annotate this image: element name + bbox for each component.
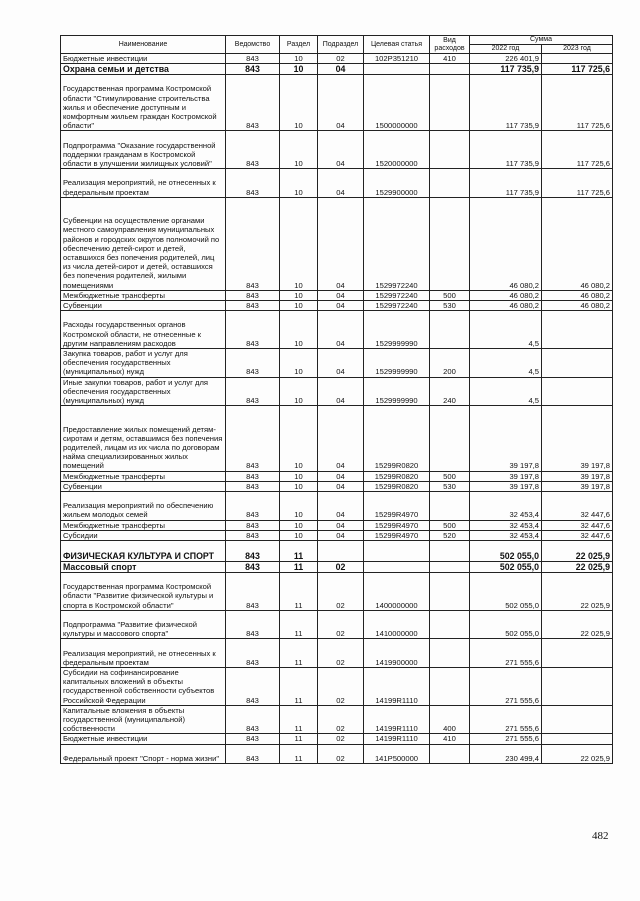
cell-sum-2022: 46 080,2 xyxy=(470,290,542,300)
cell-sum-2023: 22 025,9 xyxy=(542,562,613,573)
cell-podrazdel: 04 xyxy=(318,481,364,491)
cell-sum-2022: 117 735,9 xyxy=(470,131,542,169)
cell-sum-2022: 117 735,9 xyxy=(470,169,542,198)
cell-name: Субсидии на софинансирование капитальных вложений в объекты государственной собственности субъектов Российской Федерации xyxy=(61,667,226,705)
cell-podrazdel: 02 xyxy=(318,639,364,668)
cell-sum-2022: 46 080,2 xyxy=(470,300,542,310)
cell-razdel: 10 xyxy=(280,54,318,64)
cell-vedomstvo: 843 xyxy=(226,667,280,705)
cell-vedomstvo: 843 xyxy=(226,573,280,611)
cell-sum-2023: 32 447,6 xyxy=(542,530,613,540)
cell-tselevaya-statya: 1529999990 xyxy=(364,311,430,349)
cell-tselevaya-statya xyxy=(364,64,430,75)
cell-name: Субвенции на осуществление органами местного самоуправления муниципальных районов и городских округов полномочий по обеспечению детей-сирот и детей, оставшихся без попечения родителей, лиц из числа детей-сирот и детей, оставшихся без попечения родителей, жилыми помещениями xyxy=(61,197,226,290)
cell-podrazdel: 04 xyxy=(318,471,364,481)
cell-podrazdel: 04 xyxy=(318,197,364,290)
cell-razdel: 11 xyxy=(280,610,318,639)
cell-podrazdel: 02 xyxy=(318,705,364,734)
table-row xyxy=(61,300,613,310)
cell-vid-raskhodov: 200 xyxy=(430,348,470,377)
table-row xyxy=(61,54,613,64)
cell-podrazdel: 04 xyxy=(318,300,364,310)
table-row xyxy=(61,744,613,763)
cell-podrazdel: 04 xyxy=(318,406,364,471)
cell-tselevaya-statya: 14199R1110 xyxy=(364,667,430,705)
table-row xyxy=(61,311,613,349)
cell-razdel: 10 xyxy=(280,311,318,349)
cell-sum-2023: 46 080,2 xyxy=(542,300,613,310)
cell-name: Субсидии xyxy=(61,530,226,540)
cell-razdel: 10 xyxy=(280,131,318,169)
header-year-2023: 2023 год xyxy=(542,45,613,54)
cell-sum-2023: 117 725,6 xyxy=(542,169,613,198)
cell-vid-raskhodov: 400 xyxy=(430,705,470,734)
cell-sum-2022: 4,5 xyxy=(470,377,542,406)
cell-podrazdel: 04 xyxy=(318,520,364,530)
cell-vid-raskhodov xyxy=(430,610,470,639)
cell-name: Капитальные вложения в объекты государственной (муниципальной) собственности xyxy=(61,705,226,734)
cell-vid-raskhodov: 500 xyxy=(430,290,470,300)
cell-sum-2022: 226 401,9 xyxy=(470,54,542,64)
cell-vedomstvo: 843 xyxy=(226,481,280,491)
cell-tselevaya-statya: 14199R1110 xyxy=(364,705,430,734)
cell-razdel: 10 xyxy=(280,481,318,491)
table-row xyxy=(61,348,613,377)
table-row xyxy=(61,197,613,290)
header-podrazdel: Подраздел xyxy=(318,36,364,54)
cell-tselevaya-statya: 15299R0820 xyxy=(364,471,430,481)
cell-vid-raskhodov xyxy=(430,406,470,471)
table-row xyxy=(61,520,613,530)
header-tselevaya-statya: Целевая статья xyxy=(364,36,430,54)
cell-vedomstvo: 843 xyxy=(226,131,280,169)
cell-razdel: 10 xyxy=(280,406,318,471)
cell-vid-raskhodov xyxy=(430,64,470,75)
cell-sum-2023: 22 025,9 xyxy=(542,610,613,639)
cell-vid-raskhodov xyxy=(430,562,470,573)
cell-vedomstvo: 843 xyxy=(226,64,280,75)
cell-sum-2022: 230 499,4 xyxy=(470,744,542,763)
cell-sum-2022: 502 055,0 xyxy=(470,541,542,562)
cell-vid-raskhodov xyxy=(430,744,470,763)
cell-vedomstvo: 843 xyxy=(226,639,280,668)
cell-tselevaya-statya: 15299R4970 xyxy=(364,530,430,540)
cell-sum-2023: 117 725,6 xyxy=(542,131,613,169)
cell-vid-raskhodov xyxy=(430,573,470,611)
cell-podrazdel: 02 xyxy=(318,667,364,705)
cell-razdel: 11 xyxy=(280,639,318,668)
cell-vedomstvo: 843 xyxy=(226,705,280,734)
cell-sum-2023 xyxy=(542,667,613,705)
cell-tselevaya-statya: 141P500000 xyxy=(364,744,430,763)
header-summa: Сумма xyxy=(470,36,613,45)
cell-name: Государственная программа Костромской области "Развитие физической культуры и спорта в Костромской области" xyxy=(61,573,226,611)
cell-vid-raskhodov: 240 xyxy=(430,377,470,406)
cell-name: Бюджетные инвестиции xyxy=(61,54,226,64)
cell-sum-2023 xyxy=(542,705,613,734)
cell-vedomstvo: 843 xyxy=(226,406,280,471)
cell-sum-2023: 22 025,9 xyxy=(542,541,613,562)
cell-tselevaya-statya: 1500000000 xyxy=(364,75,430,131)
cell-sum-2023: 39 197,8 xyxy=(542,471,613,481)
table-row xyxy=(61,530,613,540)
cell-vid-raskhodov xyxy=(430,667,470,705)
header-razdel: Раздел xyxy=(280,36,318,54)
header-vedomstvo: Ведомство xyxy=(226,36,280,54)
cell-sum-2023 xyxy=(542,348,613,377)
cell-name: Межбюджетные трансферты xyxy=(61,520,226,530)
cell-podrazdel: 04 xyxy=(318,377,364,406)
cell-vid-raskhodov xyxy=(430,131,470,169)
cell-name: Межбюджетные трансферты xyxy=(61,290,226,300)
cell-tselevaya-statya: 1529999990 xyxy=(364,377,430,406)
cell-razdel: 11 xyxy=(280,667,318,705)
cell-sum-2022: 32 453,4 xyxy=(470,520,542,530)
cell-vedomstvo: 843 xyxy=(226,530,280,540)
cell-vid-raskhodov xyxy=(430,541,470,562)
cell-sum-2022: 117 735,9 xyxy=(470,75,542,131)
cell-razdel: 10 xyxy=(280,520,318,530)
cell-sum-2023: 117 725,6 xyxy=(542,64,613,75)
cell-sum-2023: 32 447,6 xyxy=(542,492,613,521)
cell-vedomstvo: 843 xyxy=(226,610,280,639)
cell-tselevaya-statya: 1410000000 xyxy=(364,610,430,639)
cell-vid-raskhodov: 500 xyxy=(430,520,470,530)
cell-tselevaya-statya: 1529900000 xyxy=(364,169,430,198)
table-body xyxy=(61,54,613,764)
cell-tselevaya-statya: 15299R4970 xyxy=(364,492,430,521)
cell-vid-raskhodov: 410 xyxy=(430,734,470,744)
cell-vid-raskhodov: 410 xyxy=(430,54,470,64)
header-vid-raskhodov: Вид расходов xyxy=(430,36,470,54)
cell-sum-2022: 32 453,4 xyxy=(470,492,542,521)
cell-vedomstvo: 843 xyxy=(226,734,280,744)
cell-tselevaya-statya: 14199R1110 xyxy=(364,734,430,744)
cell-sum-2022: 4,5 xyxy=(470,348,542,377)
cell-tselevaya-statya: 1529999990 xyxy=(364,348,430,377)
header-name: Наименование xyxy=(61,36,226,54)
cell-name: Реализация мероприятий по обеспечению жильем молодых семей xyxy=(61,492,226,521)
cell-tselevaya-statya: 1529972240 xyxy=(364,197,430,290)
table-row xyxy=(61,406,613,471)
table-row xyxy=(61,492,613,521)
cell-sum-2023 xyxy=(542,377,613,406)
cell-sum-2023: 46 080,2 xyxy=(542,197,613,290)
table-row xyxy=(61,639,613,668)
cell-name: Расходы государственных органов Костромской области, не отнесенные к другим направлениям расходов xyxy=(61,311,226,349)
cell-sum-2022: 39 197,8 xyxy=(470,471,542,481)
cell-name: Предоставление жилых помещений детям-сиротам и детям, оставшимся без попечения родителей, лицам из их числа по договорам найма специализированных жилых помещений xyxy=(61,406,226,471)
cell-name: Закупка товаров, работ и услуг для обеспечения государственных (муниципальных) нужд xyxy=(61,348,226,377)
table-row xyxy=(61,610,613,639)
cell-sum-2023 xyxy=(542,54,613,64)
cell-sum-2022: 39 197,8 xyxy=(470,406,542,471)
cell-name: Субвенции xyxy=(61,300,226,310)
cell-razdel: 11 xyxy=(280,734,318,744)
cell-razdel: 11 xyxy=(280,541,318,562)
cell-sum-2022: 502 055,0 xyxy=(470,573,542,611)
cell-name: Подпрограмма "Развитие физической культуры и массового спорта" xyxy=(61,610,226,639)
cell-vid-raskhodov xyxy=(430,169,470,198)
cell-vedomstvo: 843 xyxy=(226,492,280,521)
cell-vid-raskhodov: 530 xyxy=(430,300,470,310)
cell-vedomstvo: 843 xyxy=(226,311,280,349)
cell-vedomstvo: 843 xyxy=(226,169,280,198)
table-row xyxy=(61,734,613,744)
cell-tselevaya-statya: 1529972240 xyxy=(364,290,430,300)
cell-vid-raskhodov xyxy=(430,492,470,521)
cell-tselevaya-statya: 102P351210 xyxy=(364,54,430,64)
budget-table xyxy=(60,35,613,764)
cell-razdel: 11 xyxy=(280,705,318,734)
table-row xyxy=(61,471,613,481)
cell-sum-2022: 271 555,6 xyxy=(470,705,542,734)
table-header-row xyxy=(61,36,613,45)
table-row xyxy=(61,377,613,406)
table-row xyxy=(61,573,613,611)
cell-razdel: 10 xyxy=(280,348,318,377)
cell-tselevaya-statya xyxy=(364,562,430,573)
cell-vid-raskhodov xyxy=(430,75,470,131)
cell-razdel: 11 xyxy=(280,744,318,763)
cell-vedomstvo: 843 xyxy=(226,520,280,530)
cell-sum-2023 xyxy=(542,311,613,349)
cell-vedomstvo: 843 xyxy=(226,471,280,481)
cell-podrazdel: 02 xyxy=(318,54,364,64)
cell-podrazdel: 04 xyxy=(318,75,364,131)
cell-podrazdel: 04 xyxy=(318,492,364,521)
cell-tselevaya-statya xyxy=(364,541,430,562)
cell-sum-2023: 117 725,6 xyxy=(542,75,613,131)
cell-vid-raskhodov: 530 xyxy=(430,481,470,491)
cell-razdel: 10 xyxy=(280,290,318,300)
cell-razdel: 10 xyxy=(280,300,318,310)
cell-sum-2022: 271 555,6 xyxy=(470,667,542,705)
cell-podrazdel: 04 xyxy=(318,169,364,198)
table-row xyxy=(61,169,613,198)
cell-podrazdel: 02 xyxy=(318,562,364,573)
cell-name: ФИЗИЧЕСКАЯ КУЛЬТУРА И СПОРТ xyxy=(61,541,226,562)
table-row xyxy=(61,562,613,573)
cell-sum-2022: 271 555,6 xyxy=(470,734,542,744)
cell-vid-raskhodov xyxy=(430,311,470,349)
cell-name: Подпрограмма "Оказание государственной поддержки гражданам в Костромской области в улучшении жилищных условий" xyxy=(61,131,226,169)
cell-sum-2023: 39 197,8 xyxy=(542,481,613,491)
cell-vedomstvo: 843 xyxy=(226,541,280,562)
table-row xyxy=(61,64,613,75)
cell-name: Межбюджетные трансферты xyxy=(61,471,226,481)
cell-razdel: 10 xyxy=(280,197,318,290)
cell-razdel: 11 xyxy=(280,573,318,611)
cell-name: Реализация мероприятий, не отнесенных к федеральным проектам xyxy=(61,639,226,668)
cell-podrazdel: 04 xyxy=(318,348,364,377)
table-row xyxy=(61,75,613,131)
cell-sum-2022: 502 055,0 xyxy=(470,610,542,639)
cell-razdel: 10 xyxy=(280,169,318,198)
cell-name: Государственная программа Костромской области "Стимулирование строительства жилья и обеспечение доступным и комфортным жильем граждан Костромской области" xyxy=(61,75,226,131)
cell-vedomstvo: 843 xyxy=(226,75,280,131)
cell-sum-2023: 22 025,9 xyxy=(542,744,613,763)
cell-tselevaya-statya: 15299R0820 xyxy=(364,406,430,471)
cell-sum-2022: 32 453,4 xyxy=(470,530,542,540)
table-row xyxy=(61,481,613,491)
cell-razdel: 10 xyxy=(280,471,318,481)
table-row xyxy=(61,705,613,734)
cell-vedomstvo: 843 xyxy=(226,562,280,573)
cell-vedomstvo: 843 xyxy=(226,290,280,300)
cell-podrazdel: 02 xyxy=(318,610,364,639)
cell-razdel: 10 xyxy=(280,530,318,540)
cell-vedomstvo: 843 xyxy=(226,377,280,406)
cell-sum-2022: 4,5 xyxy=(470,311,542,349)
cell-razdel: 10 xyxy=(280,75,318,131)
cell-sum-2023: 46 080,2 xyxy=(542,290,613,300)
cell-sum-2022: 46 080,2 xyxy=(470,197,542,290)
cell-razdel: 10 xyxy=(280,377,318,406)
table-row xyxy=(61,290,613,300)
cell-name: Массовый спорт xyxy=(61,562,226,573)
cell-sum-2023 xyxy=(542,639,613,668)
cell-sum-2022: 117 735,9 xyxy=(470,64,542,75)
cell-name: Реализация мероприятий, не отнесенных к федеральным проектам xyxy=(61,169,226,198)
cell-podrazdel xyxy=(318,541,364,562)
cell-vedomstvo: 843 xyxy=(226,54,280,64)
cell-tselevaya-statya: 1529972240 xyxy=(364,300,430,310)
cell-name: Бюджетные инвестиции xyxy=(61,734,226,744)
cell-vid-raskhodov: 500 xyxy=(430,471,470,481)
cell-vedomstvo: 843 xyxy=(226,744,280,763)
cell-sum-2023: 22 025,9 xyxy=(542,573,613,611)
cell-razdel: 10 xyxy=(280,492,318,521)
cell-name: Иные закупки товаров, работ и услуг для обеспечения государственных (муниципальных) нужд xyxy=(61,377,226,406)
cell-tselevaya-statya: 1400000000 xyxy=(364,573,430,611)
cell-sum-2023: 32 447,6 xyxy=(542,520,613,530)
cell-sum-2022: 271 555,6 xyxy=(470,639,542,668)
cell-podrazdel: 04 xyxy=(318,530,364,540)
table-row xyxy=(61,667,613,705)
cell-podrazdel: 02 xyxy=(318,734,364,744)
cell-vid-raskhodov: 520 xyxy=(430,530,470,540)
cell-name: Охрана семьи и детства xyxy=(61,64,226,75)
cell-sum-2023 xyxy=(542,734,613,744)
cell-tselevaya-statya: 1520000000 xyxy=(364,131,430,169)
cell-podrazdel: 04 xyxy=(318,290,364,300)
cell-razdel: 11 xyxy=(280,562,318,573)
table-row xyxy=(61,541,613,562)
cell-sum-2022: 39 197,8 xyxy=(470,481,542,491)
page-number: 482 xyxy=(592,830,609,842)
cell-tselevaya-statya: 1419900000 xyxy=(364,639,430,668)
cell-podrazdel: 04 xyxy=(318,64,364,75)
cell-podrazdel: 04 xyxy=(318,131,364,169)
cell-podrazdel: 02 xyxy=(318,744,364,763)
cell-name: Федеральный проект "Спорт - норма жизни" xyxy=(61,744,226,763)
cell-podrazdel: 04 xyxy=(318,311,364,349)
cell-vedomstvo: 843 xyxy=(226,348,280,377)
cell-vid-raskhodov xyxy=(430,197,470,290)
cell-name: Субвенции xyxy=(61,481,226,491)
cell-vid-raskhodov xyxy=(430,639,470,668)
cell-sum-2022: 502 055,0 xyxy=(470,562,542,573)
cell-vedomstvo: 843 xyxy=(226,300,280,310)
header-year-2022: 2022 год xyxy=(470,45,542,54)
cell-podrazdel: 02 xyxy=(318,573,364,611)
cell-vedomstvo: 843 xyxy=(226,197,280,290)
cell-razdel: 10 xyxy=(280,64,318,75)
cell-sum-2023: 39 197,8 xyxy=(542,406,613,471)
cell-tselevaya-statya: 15299R0820 xyxy=(364,481,430,491)
table-row xyxy=(61,131,613,169)
cell-tselevaya-statya: 15299R4970 xyxy=(364,520,430,530)
